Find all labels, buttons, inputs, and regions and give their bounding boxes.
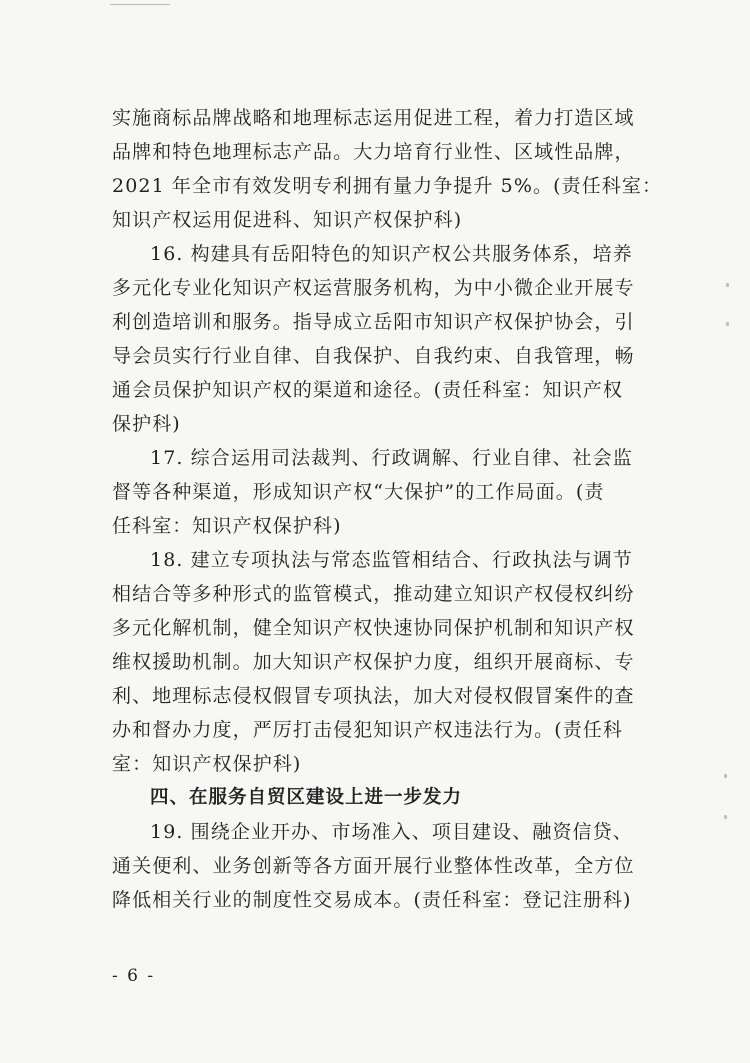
document-body (112, 101, 663, 917)
scan-speck (724, 774, 727, 778)
item-18-line: 18. 建立专项执法与常态监管相结合、行政执法与调节 (150, 549, 633, 571)
item-19-line: 19. 围绕企业开办、市场准入、项目建设、融资信贷、 (150, 821, 633, 843)
item-19-line: 降低相关行业的制度性交易成本。(责任科室：登记注册科) (112, 889, 632, 911)
item-18-line: 相结合等多种形式的监管模式，推动建立知识产权侵权纠纷 (112, 583, 635, 605)
item-17-line: 任科室：知识产权保护科) (112, 515, 342, 537)
scan-speck (726, 283, 729, 287)
body-line: 实施商标品牌战略和地理标志运用促进工程，着力打造区域 (112, 107, 635, 129)
item-18-line: 维权援助机制。加大知识产权保护力度，组织开展商标、专 (112, 651, 635, 673)
scan-speck (726, 322, 729, 326)
item-16-line: 通会员保护知识产权的渠道和途径。(责任科室：知识产权 (112, 379, 624, 401)
item-19-line: 通关便利、业务创新等各方面开展行业整体性改革，全方位 (112, 855, 635, 877)
item-18-line: 利、地理标志侵权假冒专项执法，加大对侵权假冒案件的查 (112, 685, 635, 707)
item-16-line: 利创造培训和服务。指导成立岳阳市知识产权保护协会，引 (112, 311, 635, 333)
item-16-line: 保护科) (112, 413, 181, 435)
body-line: 知识产权运用促进科、知识产权保护科) (112, 209, 463, 231)
item-18-line: 多元化解机制，健全知识产权快速协同保护机制和知识产权 (112, 617, 635, 639)
page-number: - 6 - (112, 966, 156, 986)
item-18-line: 办和督办力度，严厉打击侵犯知识产权违法行为。(责任科 (112, 719, 624, 741)
scan-speck (724, 815, 727, 819)
item-18-line: 室：知识产权保护科) (112, 753, 302, 775)
item-16-line: 多元化专业化知识产权运营服务机构，为中小微企业开展专 (112, 277, 635, 299)
section-heading: 四、在服务自贸区建设上进一步发力 (150, 787, 463, 808)
body-line: 品牌和特色地理标志产品。大力培育行业性、区域性品牌， (112, 141, 635, 163)
item-17-line: 17. 综合运用司法裁判、行政调解、行业自律、社会监 (150, 447, 633, 469)
item-16-line: 导会员实行行业自律、自我保护、自我约束、自我管理，畅 (112, 345, 635, 367)
scan-mark (110, 4, 170, 5)
item-17-line: 督等各种渠道，形成知识产权“大保护”的工作局面。(责 (112, 481, 605, 503)
item-16-line: 16. 构建具有岳阳特色的知识产权公共服务体系，培养 (150, 243, 633, 265)
body-line: 2021 年全市有效发明专利拥有量力争提升 5%。(责任科室： (112, 175, 663, 197)
